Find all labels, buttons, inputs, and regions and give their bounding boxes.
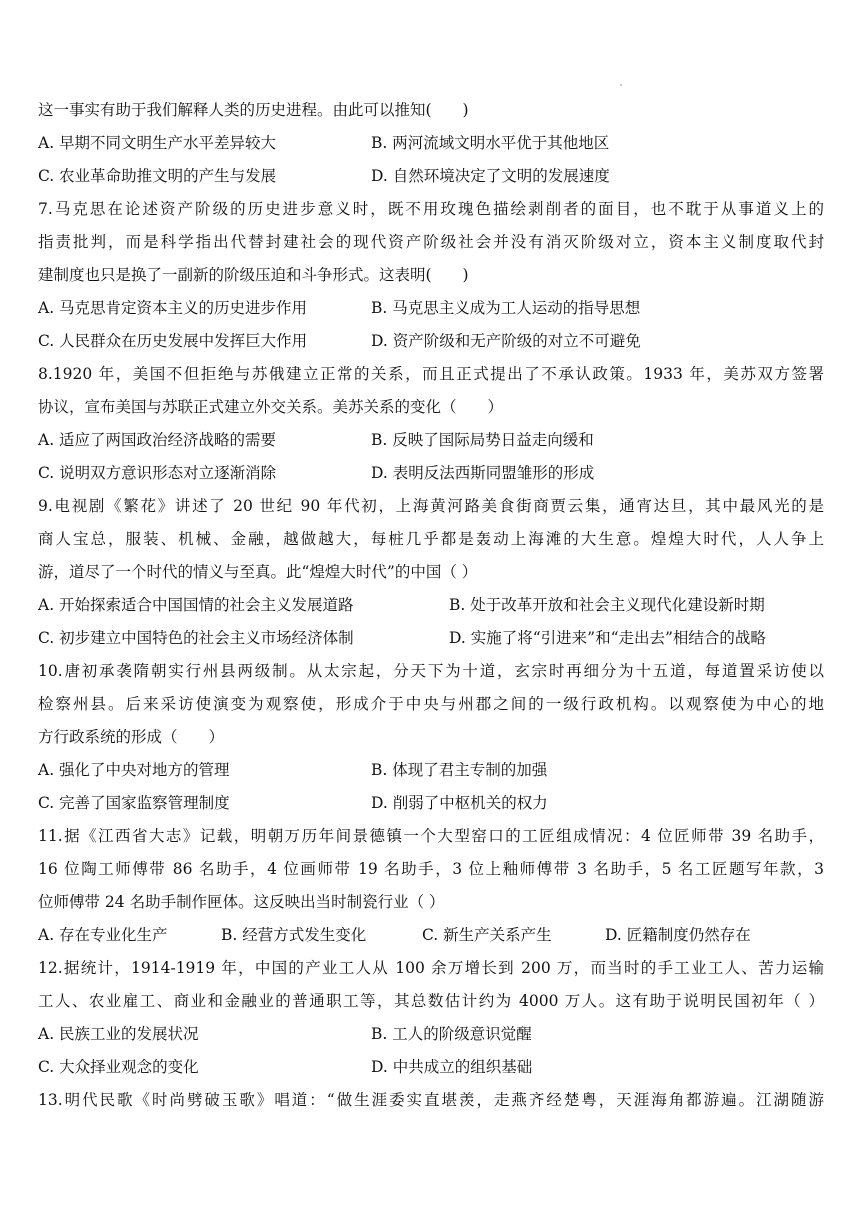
q10-option-d: D. 削弱了中枢机关的权力 xyxy=(371,794,548,812)
q10-option-b: B. 体现了君主专制的加强 xyxy=(371,761,548,779)
q9-option-b: B. 处于改革开放和社会主义现代化建设新时期 xyxy=(449,596,765,614)
q12-option-d: D. 中共成立的组织基础 xyxy=(371,1058,533,1076)
q9-option-d: D. 实施了将“引进来”和“走出去”相结合的战略 xyxy=(449,629,766,647)
q7-stem-line-2: 指责批判，而是科学指出代替封建社会的现代资产阶级社会并没有消灭阶级对立，资本主义制度取代封 xyxy=(38,233,824,251)
q10-stem-line-3: 方行政系统的形成（ ） xyxy=(38,728,225,746)
q11-stem-line-2: 16 位陶工师傅带 86 名助手，4 位画师带 19 名助手，3 位上釉师傅带 3 名助手，5 名工匠题写年款，3 xyxy=(38,860,824,878)
q8-option-a: A. 适应了两国政治经济战略的需要 xyxy=(38,431,277,449)
q6-option-d: D. 自然环境决定了文明的发展速度 xyxy=(371,167,610,185)
q7-stem-line-1: 7.马克思在论述资产阶级的历史进步意义时，既不用玫瑰色描绘剥削者的面目，也不耽于从事道义上的 xyxy=(38,200,824,218)
q12-stem-line-1: 12.据统计，1914-1919 年，中国的产业工人从 100 余万增长到 200 万，而当时的手工业工人、苦力运输 xyxy=(38,959,824,977)
q13-stem-line-1: 13.明代民歌《时尚劈破玉歌》唱道：“做生涯委实直堪羡，走燕齐经楚粤，天涯海角都游遍。江湖随游 xyxy=(38,1091,824,1109)
q6-option-a: A. 早期不同文明生产水平差异较大 xyxy=(38,134,277,152)
q11-stem-line-3: 位师傅带 24 名助手制作匣体。这反映出当时制瓷行业（ ） xyxy=(38,893,445,911)
q8-option-b: B. 反映了国际局势日益走向缓和 xyxy=(371,431,594,449)
q9-option-c: C. 初步建立中国特色的社会主义市场经济体制 xyxy=(38,629,354,647)
q9-option-a: A. 开始探索适合中国国情的社会主义发展道路 xyxy=(38,596,354,614)
q9-stem-line-1: 9.电视剧《繁花》讲述了 20 世纪 90 年代初，上海黄河路美食街商贾云集，通宵达旦，其中最风光的是 xyxy=(38,497,824,515)
q11-stem-line-1: 11.据《江西省大志》记载，明朝万历年间景德镇一个大型窑口的工匠组成情况：4 位匠师带 39 名助手， xyxy=(38,827,824,845)
q8-option-d: D. 表明反法西斯同盟雏形的形成 xyxy=(371,464,595,482)
q10-stem-line-1: 10.唐初承袭隋朝实行州县两级制。从太宗起，分天下为十道，玄宗时再细分为十五道，每道置采访使以 xyxy=(38,662,824,680)
q7-option-d: D. 资产阶级和无产阶级的对立不可避免 xyxy=(371,332,641,350)
q12-stem-line-2: 工人、农业雇工、商业和金融业的普通职工等，其总数估计约为 4000 万人。这有助于说明民国初年（ ） xyxy=(38,992,824,1010)
q6-stem-tail: 这一事实有助于我们解释人类的历史进程。由此可以推知( ) xyxy=(38,101,469,119)
q6-option-b: B. 两河流域文明水平优于其他地区 xyxy=(371,134,610,152)
q11-option-b: B. 经营方式发生变化 xyxy=(221,926,367,944)
q8-stem-line-2: 协议，宣布美国与苏联正式建立外交关系。美苏关系的变化（ ） xyxy=(38,398,504,416)
q9-stem-line-3: 游，道尽了一个时代的情义与至真。此“煌煌大时代”的中国（ ） xyxy=(38,563,478,581)
scan-speck xyxy=(620,84,622,86)
q10-stem-line-2: 检察州县。后来采访使演变为观察使，形成介于中央与州郡之间的一级行政机构。以观察使为中心的地 xyxy=(38,695,824,713)
q7-option-b: B. 马克思主义成为工人运动的指导思想 xyxy=(371,299,641,317)
q7-stem-line-3: 建制度也只是换了一副新的阶级压迫和斗争形式。这表明( ) xyxy=(38,266,469,284)
q12-option-b: B. 工人的阶级意识觉醒 xyxy=(371,1025,532,1043)
q9-stem-line-2: 商人宝总，服装、机械、金融，越做越大，每桩几乎都是轰动上海滩的大生意。煌煌大时代，人人争上 xyxy=(38,530,824,548)
q11-option-a: A. 存在专业化生产 xyxy=(38,926,168,944)
q11-option-d: D. 匠籍制度仍然存在 xyxy=(605,926,751,944)
q12-option-c: C. 大众择业观念的变化 xyxy=(38,1058,199,1076)
q6-option-c: C. 农业革命助推文明的产生与发展 xyxy=(38,167,277,185)
q8-stem-line-1: 8.1920 年，美国不但拒绝与苏俄建立正常的关系，而且正式提出了不承认政策。1933 年，美苏双方签署 xyxy=(38,365,824,383)
q7-option-c: C. 人民群众在历史发展中发挥巨大作用 xyxy=(38,332,308,350)
q10-option-a: A. 强化了中央对地方的管理 xyxy=(38,761,230,779)
q8-option-c: C. 说明双方意识形态对立逐渐消除 xyxy=(38,464,277,482)
q12-option-a: A. 民族工业的发展状况 xyxy=(38,1025,199,1043)
q11-option-c: C. 新生产关系产生 xyxy=(422,926,552,944)
q7-option-a: A. 马克思肯定资本主义的历史进步作用 xyxy=(38,299,308,317)
q10-option-c: C. 完善了国家监察管理制度 xyxy=(38,794,230,812)
